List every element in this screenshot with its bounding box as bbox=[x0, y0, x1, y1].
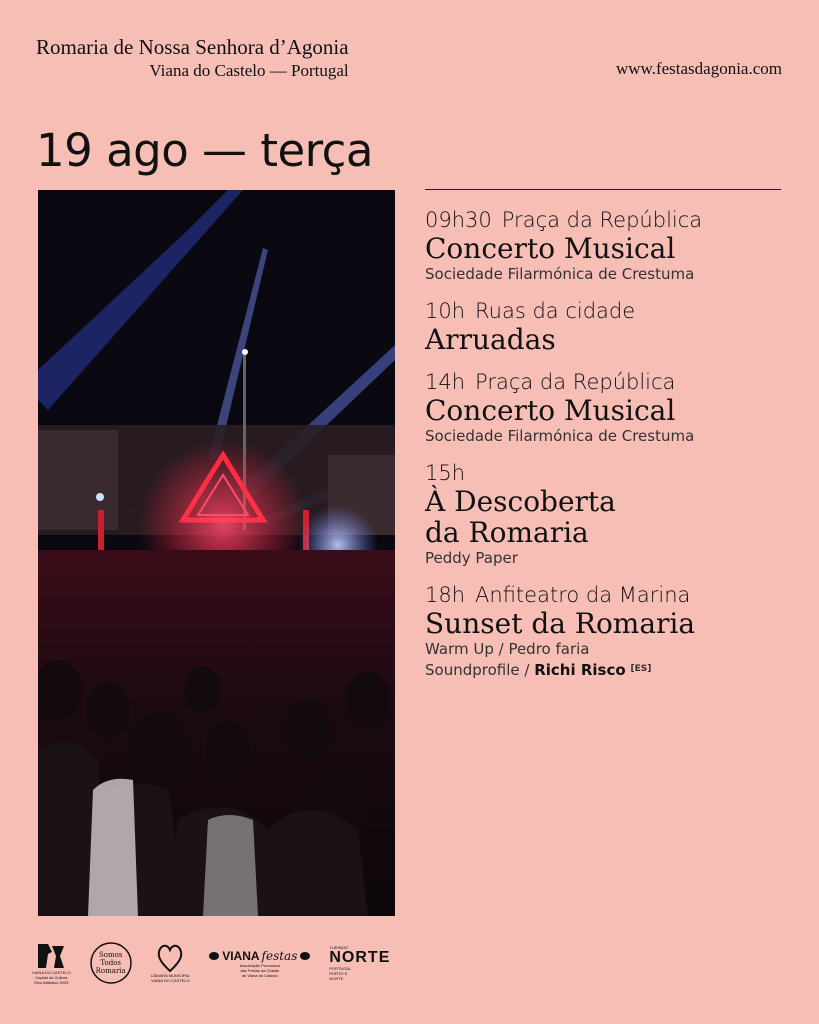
logo-caption: VIANA DO CASTELO bbox=[32, 969, 71, 975]
event-performer: Sociedade Filarmónica de Crestuma bbox=[425, 265, 695, 283]
turismo-norte-logo bbox=[329, 945, 390, 981]
badge-text: Somos Todos Romaria bbox=[95, 951, 126, 975]
event-item bbox=[425, 298, 785, 355]
event-performer: Warm Up / Pedro faria bbox=[425, 640, 590, 658]
website-link[interactable]: www.festasdagonia.com bbox=[615, 59, 782, 78]
event-header bbox=[36, 34, 349, 82]
logo-caption: NORTE bbox=[329, 976, 344, 981]
location-line: Viana do Castelo — Portugal bbox=[149, 61, 349, 80]
event-time: 10h bbox=[425, 299, 466, 323]
event-time: 15h bbox=[425, 461, 466, 485]
event-item bbox=[425, 369, 785, 446]
logo-caption: VIANA DO CASTELO bbox=[151, 978, 190, 983]
vianafestas-wordmark bbox=[208, 949, 311, 963]
mask-icon bbox=[208, 951, 220, 961]
sponsor-logos bbox=[32, 938, 390, 988]
brand-a: VIANA bbox=[222, 948, 260, 963]
somos-todos-romaria-logo bbox=[89, 941, 133, 985]
event-place: Anfiteatro da Marina bbox=[475, 583, 691, 607]
event-place: Praça da República bbox=[475, 370, 676, 394]
event-meta bbox=[425, 207, 785, 233]
mask-icon bbox=[299, 951, 311, 961]
logo-caption: Associação Promotora bbox=[239, 962, 280, 968]
heart-crest-icon bbox=[157, 943, 183, 973]
brand-b: festas bbox=[261, 948, 298, 963]
event-item bbox=[425, 460, 785, 568]
logo-caption: PORTO E bbox=[329, 971, 348, 976]
event-meta bbox=[425, 460, 785, 486]
event-schedule bbox=[425, 207, 785, 694]
logo-caption: CÂMARA MUNICIPAL bbox=[150, 973, 191, 978]
event-time: 09h30 bbox=[425, 208, 492, 232]
event-title: Concerto Musical bbox=[425, 394, 676, 427]
event-item bbox=[425, 207, 785, 284]
schedule-divider bbox=[425, 189, 781, 190]
event-place: Praça da República bbox=[501, 208, 703, 232]
event-meta bbox=[425, 298, 785, 324]
logo-caption: PORTUGAL bbox=[329, 966, 352, 971]
event-meta bbox=[425, 582, 785, 608]
country-tag: [ES] bbox=[630, 664, 652, 674]
event-title: Sunset da Romaria bbox=[425, 607, 696, 640]
event-meta bbox=[425, 369, 785, 395]
concert-photo bbox=[38, 190, 395, 916]
event-title: À Descoberta da Romaria bbox=[425, 485, 616, 549]
event-description: Peddy Paper bbox=[425, 549, 518, 567]
event-title: Concerto Musical bbox=[425, 232, 676, 265]
performer-name: Richi Risco bbox=[534, 661, 626, 679]
figure-icon bbox=[34, 942, 68, 970]
logo-caption: TURISMO bbox=[329, 945, 348, 950]
event-item bbox=[425, 582, 785, 680]
camara-municipal-logo bbox=[151, 943, 191, 983]
logo-caption: Capital da Cultura bbox=[35, 974, 68, 980]
event-performer-headline bbox=[425, 659, 785, 680]
event-title: Arruadas bbox=[425, 323, 556, 356]
date-heading: 19 ago — terça bbox=[36, 124, 374, 177]
event-time: 18h bbox=[425, 583, 466, 607]
organization-name: Romaria de Nossa Senhora d’Agonia bbox=[36, 35, 349, 59]
vianafestas-logo bbox=[208, 949, 311, 978]
event-performer: Sociedade Filarmónica de Crestuma bbox=[425, 427, 695, 445]
logo-caption: Eixo Atlântico 2025 bbox=[34, 979, 69, 985]
logo-caption: de Viana do Castelo bbox=[241, 972, 278, 978]
event-place: Ruas da cidade bbox=[475, 299, 636, 323]
norte-wordmark: NORTE bbox=[329, 949, 391, 966]
performer-prefix: Soundprofile / bbox=[425, 661, 535, 679]
event-time: 14h bbox=[425, 370, 466, 394]
logo-caption: das Festas da Cidade bbox=[240, 967, 280, 973]
viana-capital-cultura-logo bbox=[32, 942, 71, 985]
